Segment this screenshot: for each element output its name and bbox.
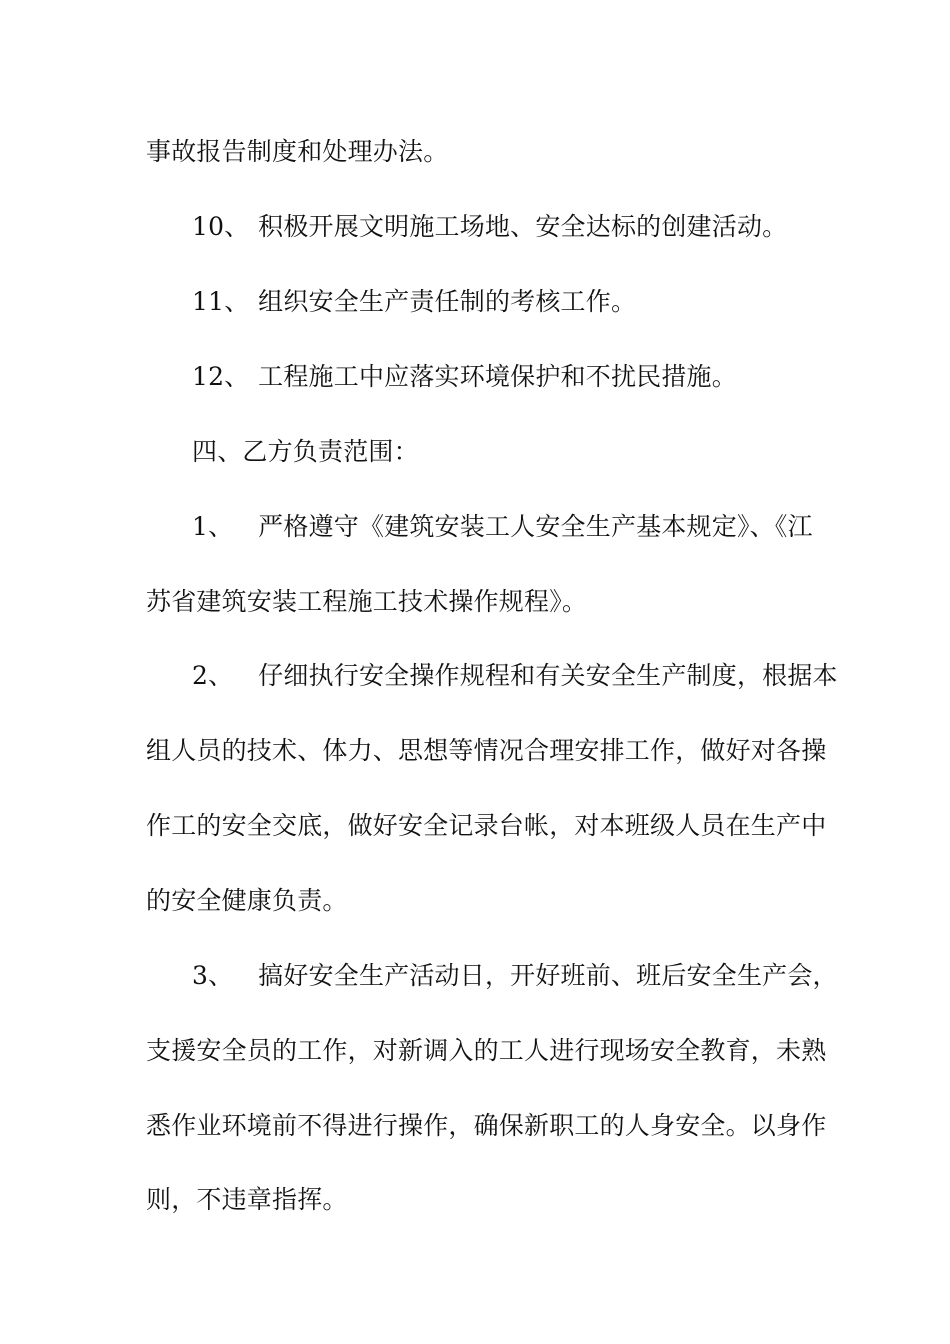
list-number: 10、 [192, 212, 250, 241]
line-text: 搞好安全生产活动日，开好班前、班后安全生产会， [258, 961, 838, 990]
list-item-2 [192, 656, 838, 696]
text-line-1 [146, 132, 806, 172]
line-text: 苏省建筑安装工程施工技术操作规程》。 [146, 587, 588, 616]
text-line-11 [146, 881, 806, 921]
section-heading-text: 四、乙方负责范围： [192, 437, 419, 466]
list-number: 12、 [192, 362, 250, 391]
line-text: 支援安全员的工作，对新调入的工人进行现场安全教育，未熟 [146, 1036, 827, 1065]
text-line-9 [146, 731, 827, 771]
line-text: 工程施工中应落实环境保护和不扰民措施。 [258, 362, 737, 391]
list-item-10 [192, 207, 806, 247]
line-text: 严格遵守《建筑安装工人安全生产基本规定》、《江 [258, 512, 813, 541]
section-heading [192, 432, 806, 472]
line-text: 作工的安全交底，做好安全记录台帐，对本班级人员在生产中 [146, 811, 827, 840]
list-item-1 [192, 507, 813, 547]
text-line-15 [146, 1180, 806, 1220]
line-text: 组人员的技术、体力、思想等情况合理安排工作，做好对各操 [146, 736, 827, 765]
list-number: 1、 [192, 512, 234, 541]
line-text: 则，不违章指挥。 [146, 1185, 348, 1214]
text-line-13 [146, 1031, 827, 1071]
text-line-14 [146, 1106, 827, 1146]
text-line-10 [146, 806, 827, 846]
list-item-11 [192, 282, 806, 322]
list-number: 11、 [192, 287, 250, 316]
line-text: 悉作业环境前不得进行操作，确保新职工的人身安全。以身作 [146, 1111, 827, 1140]
line-text: 积极开展文明施工场地、安全达标的创建活动。 [258, 212, 788, 241]
list-item-12 [192, 357, 806, 397]
list-item-3 [192, 956, 838, 996]
line-text: 的安全健康负责。 [146, 886, 348, 915]
line-text: 组织安全生产责任制的考核工作。 [258, 287, 637, 316]
list-number: 3、 [192, 961, 234, 990]
line-text: 事故报告制度和处理办法。 [146, 137, 449, 166]
line-text: 仔细执行安全操作规程和有关安全生产制度，根据本 [258, 661, 838, 690]
list-number: 2、 [192, 661, 234, 690]
text-line-7 [146, 582, 806, 622]
